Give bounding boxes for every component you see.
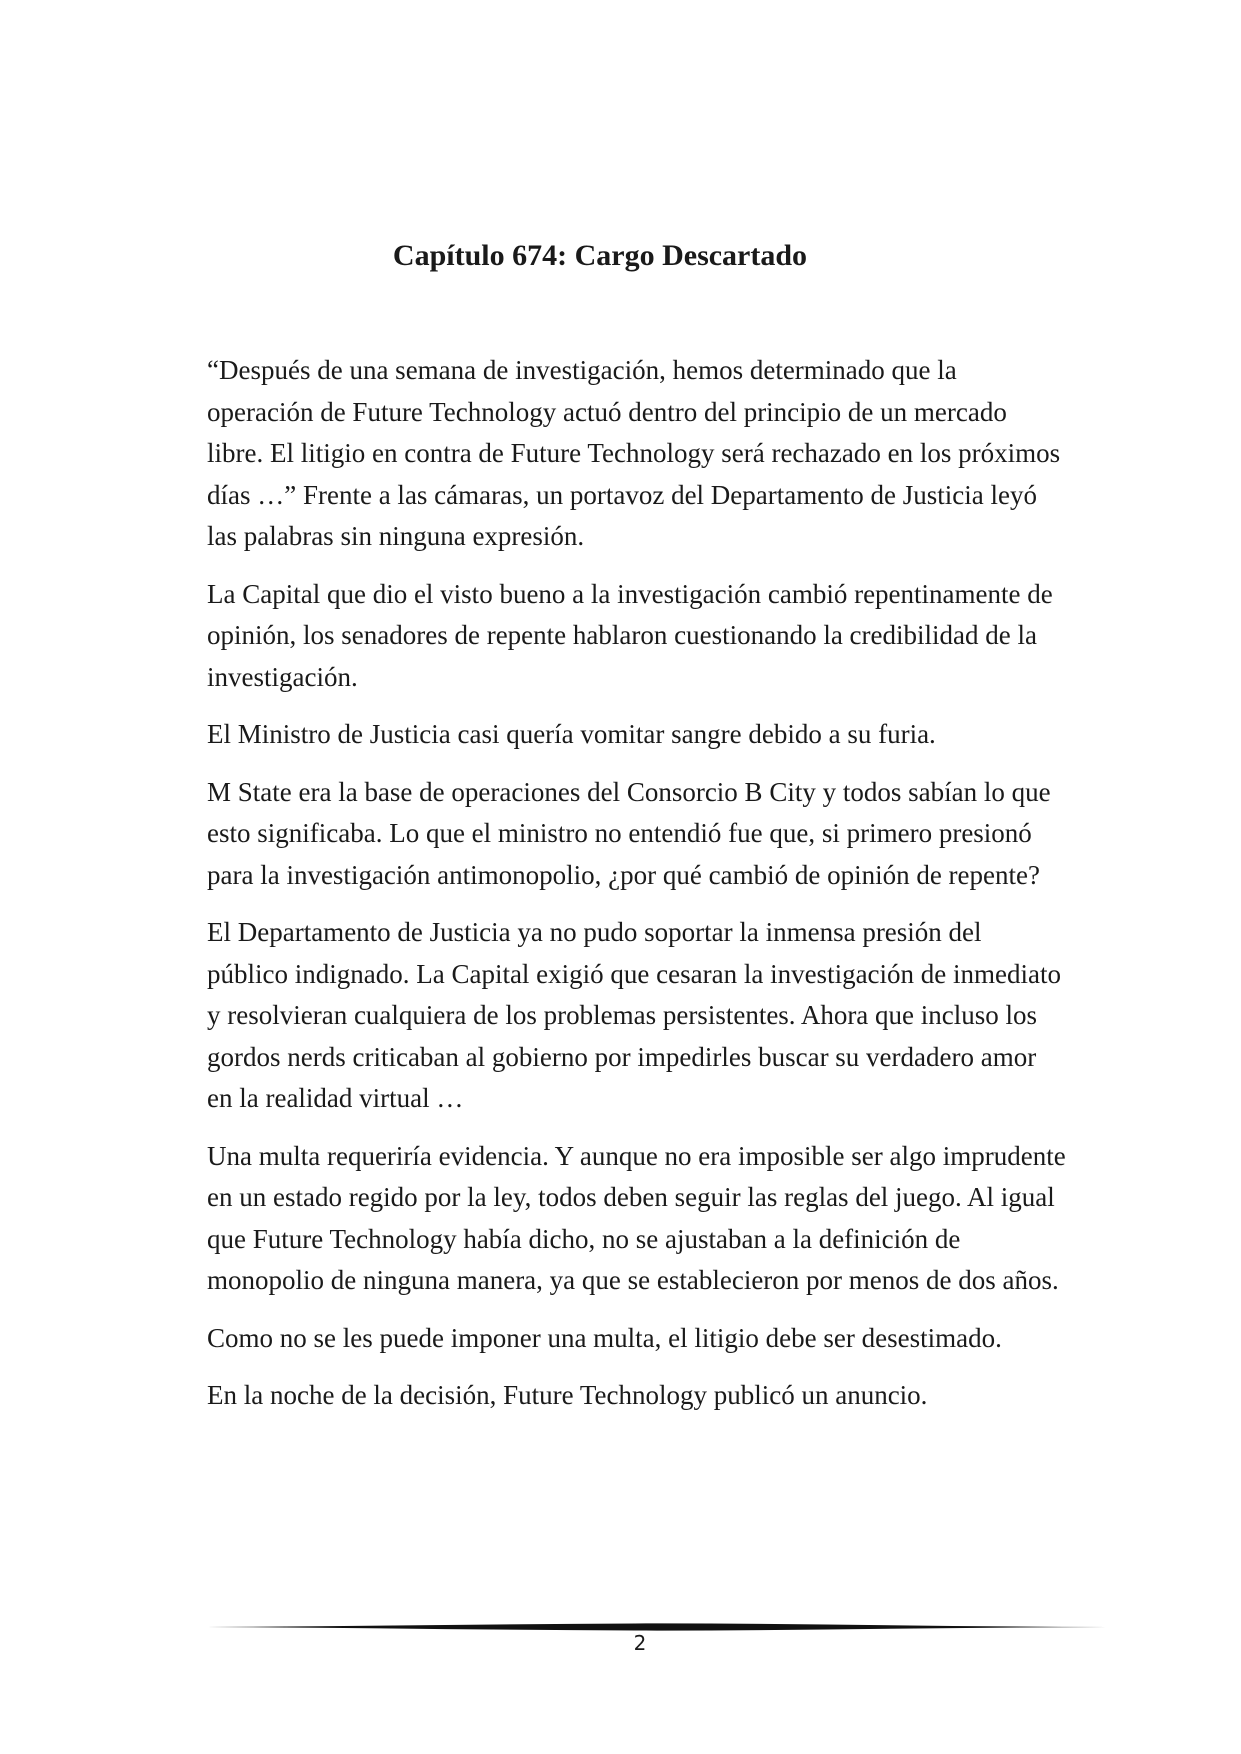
paragraph: La Capital que dio el visto bueno a la investigación cambió repentinamente de opinión, los senadores de repente hablaron cuestionando la credibilidad de la investigación. [207, 578, 1053, 692]
paragraph: El Departamento de Justicia ya no pudo soportar la inmensa presión del público indignado. La Capital exigió que cesaran la investigación de inmediato y resolvieran cualquiera de los problemas persistentes. Ahora que incluso los gordos nerds criticaban al gobierno por impedirles buscar su verdadero amor en la realidad virtual … [207, 917, 1061, 1113]
paragraph: El Ministro de Justicia casi quería vomitar sangre debido a su furia. [207, 719, 936, 749]
paragraph: Como no se les puede imponer una multa, el litigio debe ser desestimado. [207, 1322, 1002, 1353]
chapter-body [207, 350, 1067, 1433]
paragraph: En la noche de la decisión, Future Technology publicó un anuncio. [207, 1380, 928, 1410]
paragraph: M State era la base de operaciones del Consorcio B City y todos sabían lo que esto significaba. Lo que el ministro no entendió fue que, si primero presionó para la investigación antimonopolio, ¿por qué cambió de opinión de repente? [207, 776, 1051, 890]
page-number: 2 [633, 1631, 647, 1655]
paragraph: Una multa requeriría evidencia. Y aunque no era imposible ser algo imprudente en un estado regido por la ley, todos deben seguir las reglas del juego. Al igual que Future Technology había dicho, no se ajustaban a la definición de monopolio de ninguna manera, ya que se establecieron por menos de dos años. [207, 1140, 1066, 1295]
paragraph: “Después de una semana de investigación, hemos determinado que la operación de Future Technology actuó dentro del principio de un mercado libre. El litigio en contra de Future Technology será rechazado en los próximos días …” Frente a las cámaras, un portavoz del Departamento de Justicia leyó las palabras sin ninguna expresión. [207, 355, 1061, 551]
chapter-title: Capítulo 674: Cargo Descartado [392, 239, 808, 272]
